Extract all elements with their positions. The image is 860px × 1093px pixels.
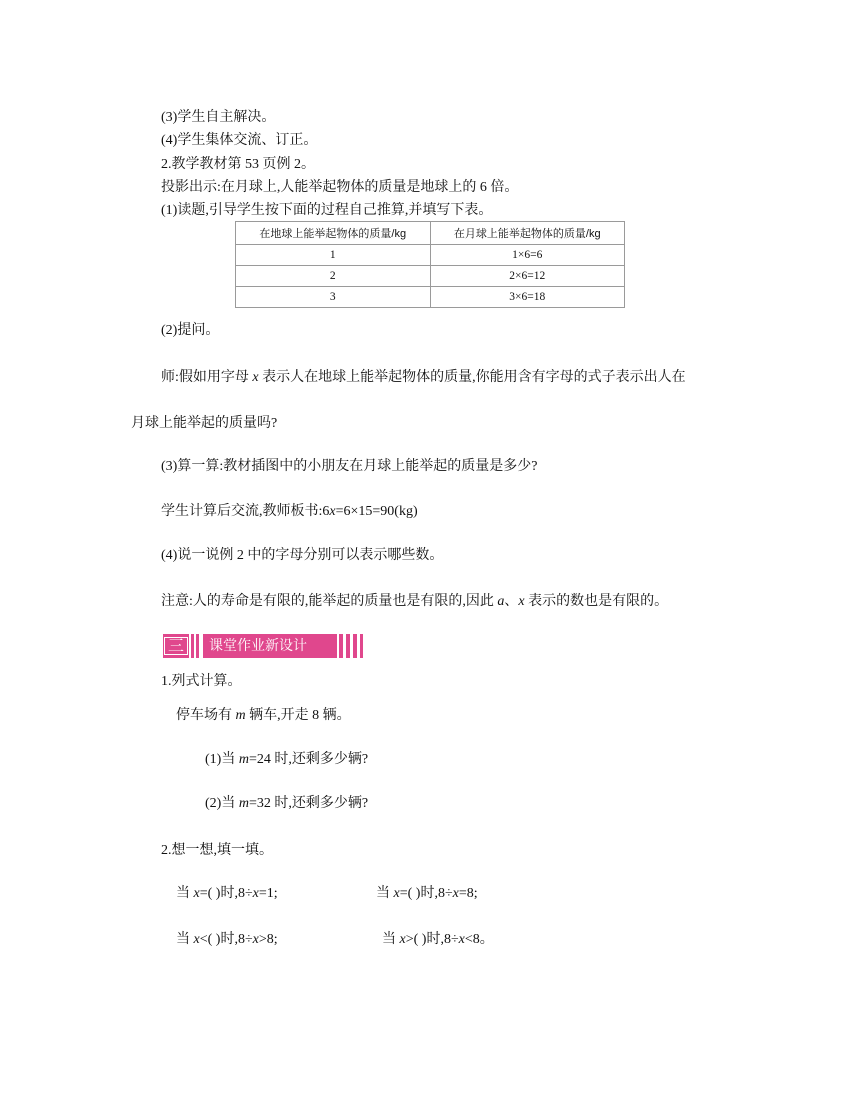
text-line: (2)提问。 xyxy=(161,323,220,338)
fill-blank-item: 当 x>( )时,8÷x<8。 xyxy=(382,932,494,947)
banner-stripes xyxy=(339,634,363,658)
table-header-row xyxy=(236,222,625,245)
table-cell: 3×6=18 xyxy=(430,287,625,308)
table-cell: 2×6=12 xyxy=(430,266,625,287)
table-header: 在月球上能举起物体的质量/kg xyxy=(430,222,625,245)
text-line: 注意:人的寿命是有限的,能举起的质量也是有限的,因此 a、x 表示的数也是有限的。 xyxy=(161,594,669,609)
table-row xyxy=(236,245,625,266)
exercise-heading: 1.列式计算。 xyxy=(161,674,242,689)
text-line: (3)算一算:教材插图中的小朋友在月球上能举起的质量是多少? xyxy=(161,459,538,474)
table-cell: 1 xyxy=(236,245,431,266)
text-line: 师:假如用字母 x 表示人在地球上能举起物体的质量,你能用含有字母的式子表示出人在 xyxy=(161,370,686,385)
text-line: (4)说一说例 2 中的字母分别可以表示哪些数。 xyxy=(161,548,444,563)
section-title: 课堂作业新设计 xyxy=(203,634,337,658)
section-banner xyxy=(163,634,363,658)
table-cell: 1×6=6 xyxy=(430,245,625,266)
table-cell: 2 xyxy=(236,266,431,287)
section-number: 三 xyxy=(163,634,189,658)
fill-blank-item: 当 x=( )时,8÷x=8; xyxy=(376,886,478,901)
text-line: 月球上能举起的质量吗? xyxy=(131,416,278,431)
exercise-text: 停车场有 m 辆车,开走 8 辆。 xyxy=(176,708,351,723)
text-line: (3)学生自主解决。 xyxy=(161,110,276,125)
table-row xyxy=(236,266,625,287)
table-cell: 3 xyxy=(236,287,431,308)
text-line: 学生计算后交流,教师板书:6x=6×15=90(kg) xyxy=(161,504,418,519)
exercise-question: (2)当 m=32 时,还剩多少辆? xyxy=(205,796,369,811)
banner-stripes xyxy=(191,634,201,658)
text-line: 2.教学教材第 53 页例 2。 xyxy=(161,157,315,172)
text-line: (1)读题,引导学生按下面的过程自己推算,并填写下表。 xyxy=(161,203,493,218)
fill-blank-item: 当 x=( )时,8÷x=1; xyxy=(176,886,278,901)
table-row xyxy=(236,287,625,308)
fill-blank-item: 当 x<( )时,8÷x>8; xyxy=(176,932,278,947)
text-line: (4)学生集体交流、订正。 xyxy=(161,133,318,148)
exercise-question: (1)当 m=24 时,还剩多少辆? xyxy=(205,752,369,767)
exercise-heading: 2.想一想,填一填。 xyxy=(161,843,273,858)
mass-table xyxy=(235,221,625,308)
text-line: 投影出示:在月球上,人能举起物体的质量是地球上的 6 倍。 xyxy=(161,180,519,195)
table-header: 在地球上能举起物体的质量/kg xyxy=(236,222,431,245)
